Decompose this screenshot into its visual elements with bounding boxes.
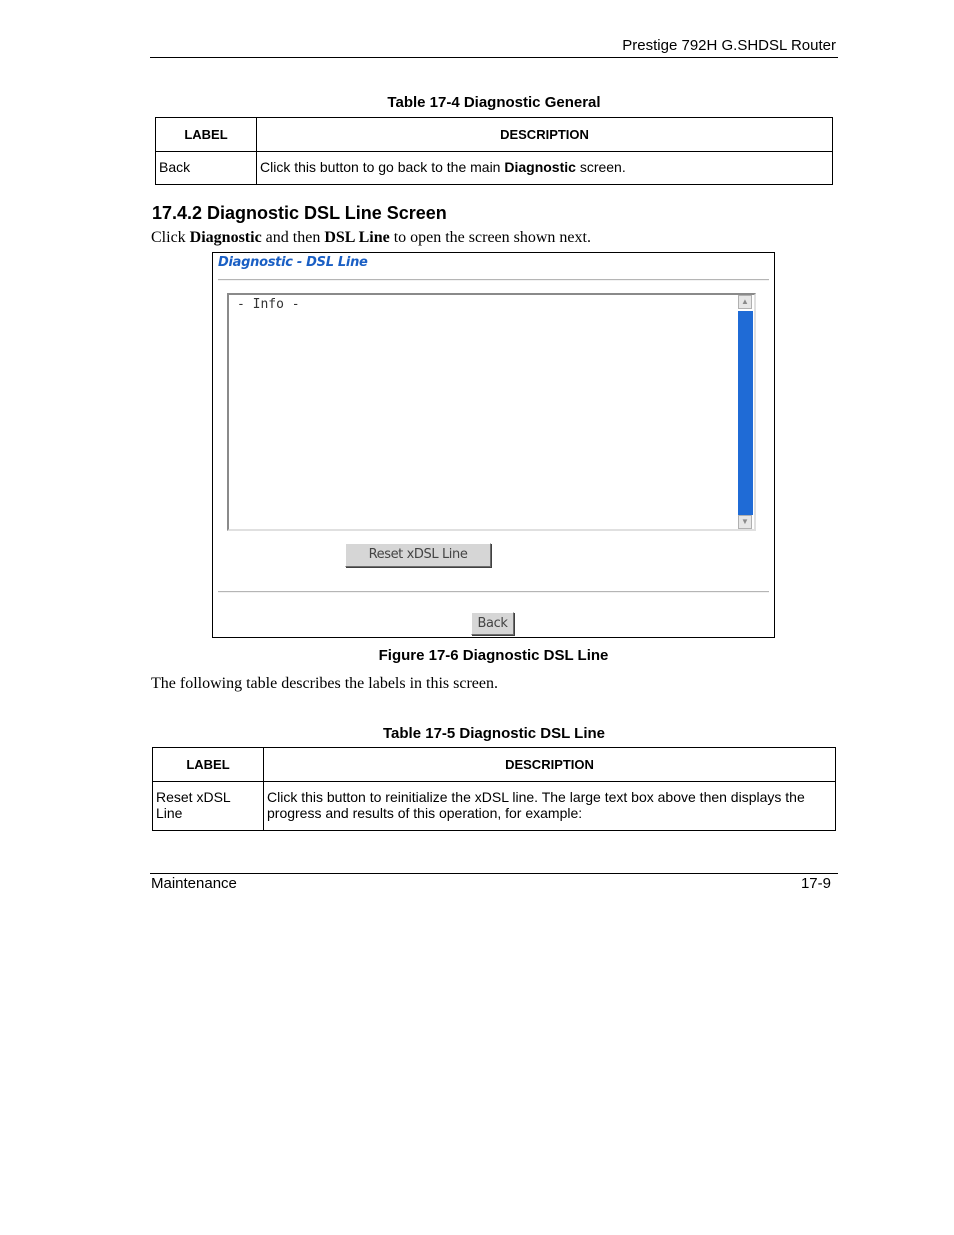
footer-section: Maintenance [151, 875, 237, 892]
column-header-label: LABEL [153, 748, 264, 782]
table-17-4-caption: Table 17-4 Diagnostic General [387, 94, 601, 111]
divider [218, 279, 769, 281]
row-description: Click this button to go back to the main Diagnostic screen. [260, 159, 626, 175]
back-button[interactable]: Back [471, 612, 514, 635]
reset-xdsl-line-button[interactable]: Reset xDSL Line [345, 543, 491, 567]
table-row [156, 152, 833, 185]
body-paragraph: The following table describes the labels in this screen. [151, 675, 499, 692]
column-header-label: LABEL [156, 118, 257, 152]
info-text: - Info - [237, 297, 300, 312]
column-header-description: DESCRIPTION [257, 118, 833, 152]
column-header-description: DESCRIPTION [264, 748, 836, 782]
screen-title: Diagnostic - DSL Line [218, 255, 368, 270]
figure-screenshot [212, 252, 775, 638]
intro-paragraph: Click Diagnostic and then DSL Line to open the screen shown next. [151, 229, 591, 246]
table-row [153, 782, 836, 831]
info-textarea[interactable] [227, 293, 756, 531]
scroll-up-icon[interactable]: ▲ [738, 295, 752, 309]
divider [218, 591, 769, 593]
page-number: 17-9 [800, 875, 831, 892]
scroll-thumb[interactable] [738, 311, 753, 515]
section-heading: 17.4.2 Diagnostic DSL Line Screen [152, 203, 447, 223]
footer-rule [150, 873, 838, 874]
scrollbar[interactable] [738, 295, 754, 529]
figure-caption: Figure 17-6 Diagnostic DSL Line [378, 647, 609, 664]
table-17-4 [155, 117, 833, 185]
scroll-down-icon[interactable]: ▼ [738, 515, 752, 529]
header-rule [150, 57, 838, 58]
row-label: Back [159, 159, 191, 175]
running-header: Prestige 792H G.SHDSL Router [622, 37, 836, 54]
table-17-5 [152, 747, 836, 831]
row-description: Click this button to reinitialize the xDSL line. The large text box above then displays the progress and results of this operation, for example: [267, 789, 805, 821]
table-17-5-caption: Table 17-5 Diagnostic DSL Line [383, 725, 605, 742]
row-label: Reset xDSL Line [156, 789, 231, 821]
